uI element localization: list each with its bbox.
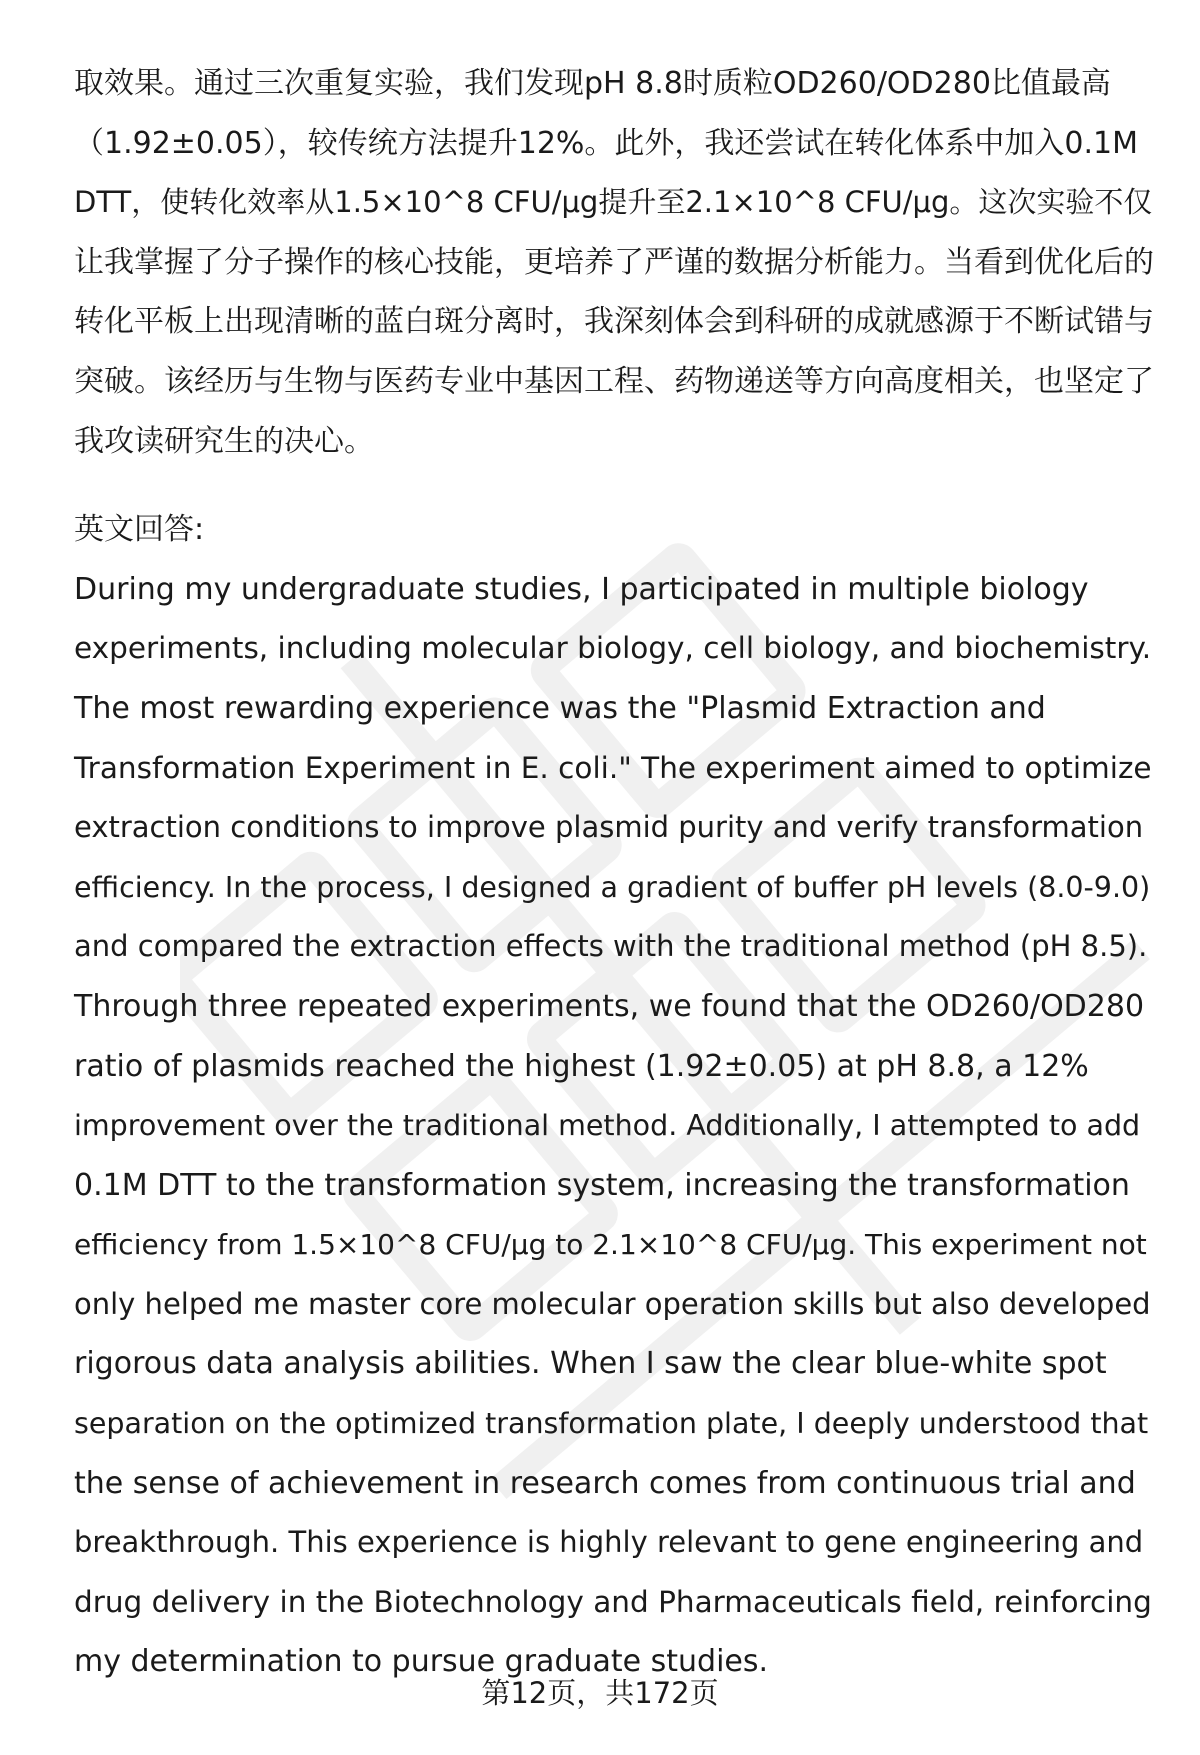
paragraph-line: Through three repeated experiments, we found that the OD260/OD280: [74, 988, 1145, 1024]
page-number: 第12页，共172页: [481, 1676, 719, 1710]
chinese-paragraph: [74, 54, 1154, 471]
paragraph-line: 突破。该经历与生物与医药专业中基因工程、药物递送等方向高度相关，也坚定了: [74, 363, 1154, 399]
paragraph-line: 0.1M DTT to the transformation system, increasing the transformation: [74, 1167, 1130, 1203]
paragraph-line: 取效果。通过三次重复实验，我们发现pH 8.8时质粒OD260/OD280比值最高: [74, 66, 1111, 101]
paragraph-line: Transformation Experiment in E. coli." The experiment aimed to optimize: [74, 750, 1152, 785]
paragraph-line: only helped me master core molecular operation skills but also developed: [74, 1286, 1151, 1321]
paragraph-line: 我攻读研究生的决心。: [74, 423, 374, 459]
paragraph-line: my determination to pursue graduate studies.: [74, 1644, 769, 1680]
paragraph-line: separation on the optimized transformation plate, I deeply understood that: [74, 1407, 1149, 1441]
paragraph-line: improvement over the traditional method. Additionally, I attempted to add: [74, 1109, 1141, 1143]
paragraph-line: （1.92±0.05），较传统方法提升12%。此外，我还尝试在转化体系中加入0.1M: [74, 125, 1139, 161]
paragraph-line: and compared the extraction effects with the traditional method (pH 8.5).: [74, 929, 1148, 964]
paragraph-line: efficiency. In the process, I designed a gradient of buffer pH levels (8.0-9.0): [74, 870, 1151, 904]
page-content: [74, 54, 1154, 1692]
paragraph-line: drug delivery in the Biotechnology and Pharmaceuticals field, reinforcing: [74, 1584, 1152, 1619]
section-gap: [74, 471, 1154, 500]
paragraph-line: DTT，使转化效率从1.5×10^8 CFU/μg提升至2.1×10^8 CFU/μg。这次实验不仅: [74, 185, 1153, 220]
paragraph-line: During my undergraduate studies, I participated in multiple biology: [74, 571, 1089, 607]
paragraph-line: the sense of achievement in research comes from continuous trial and: [74, 1465, 1136, 1501]
paragraph-line: efficiency from 1.5×10^8 CFU/μg to 2.1×10^8 CFU/μg. This experiment not: [74, 1228, 1147, 1262]
paragraph-line: rigorous data analysis abilities. When I saw the clear blue-white spot: [74, 1346, 1107, 1382]
paragraph-line: 转化平板上出现清晰的蓝白斑分离时，我深刻体会到科研的成就感源于不断试错与: [74, 304, 1154, 340]
paragraph-line: The most rewarding experience was the "Plasmid Extraction and: [74, 690, 1046, 726]
paragraph-line: breakthrough. This experience is highly relevant to gene engineering and: [74, 1525, 1144, 1560]
paragraph-line: ratio of plasmids reached the highest (1.92±0.05) at pH 8.8, a 12%: [74, 1048, 1089, 1084]
section-heading: 英文回答:: [74, 512, 205, 548]
paragraph-line: experiments, including molecular biology, cell biology, and biochemistry.: [74, 631, 1152, 666]
paragraph-line: extraction conditions to improve plasmid purity and verify transformation: [74, 810, 1144, 845]
english-section: [74, 500, 1154, 1692]
paragraph-line: 让我掌握了分子操作的核心技能，更培养了严谨的数据分析能力。当看到优化后的: [74, 244, 1154, 280]
